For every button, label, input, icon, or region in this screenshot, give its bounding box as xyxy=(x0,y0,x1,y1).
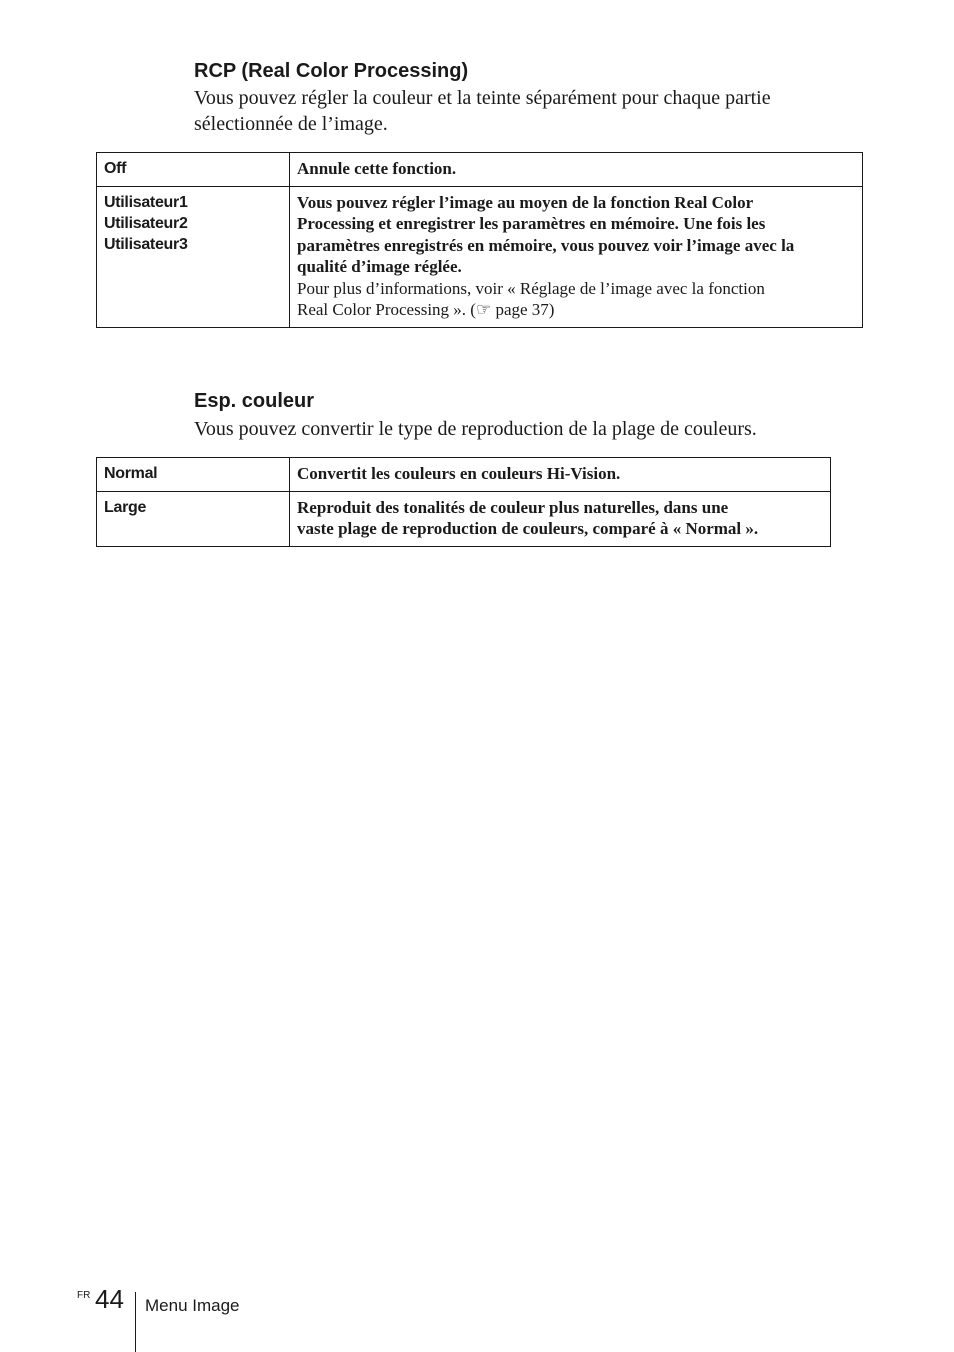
rcp-description-line: Processing et enregistrer les paramètres en mémoire. Une fois les xyxy=(297,214,766,233)
esp-couleur-table xyxy=(96,457,831,547)
rcp-intro-line-1: Vous pouvez régler la couleur et la teinte séparément pour chaque partie xyxy=(194,87,771,109)
rcp-reference-note-line: Real Color Processing ». (☞ page 37) xyxy=(297,300,555,319)
rcp-description-line: Vous pouvez régler l’image au moyen de la fonction Real Color xyxy=(297,192,754,212)
rcp-description-line: Annule cette fonction. xyxy=(297,159,457,178)
rcp-setting-description xyxy=(290,186,863,327)
esp-couleur-row xyxy=(97,491,831,546)
rcp-description-line: paramètres enregistrés en mémoire, vous pouvez voir l’image avec la xyxy=(297,235,795,255)
esp-couleur-setting-name xyxy=(97,458,290,492)
rcp-setting-option: Utilisateur1 xyxy=(104,193,188,211)
rcp-setting-option: Utilisateur3 xyxy=(104,235,188,253)
footer-language-code: FR xyxy=(77,1290,91,1301)
rcp-setting-option: Utilisateur2 xyxy=(104,214,188,232)
rcp-setting-description xyxy=(290,153,863,187)
rcp-setting-name xyxy=(97,186,290,327)
rcp-heading: RCP (Real Color Processing) xyxy=(194,60,469,82)
esp-couleur-setting-description xyxy=(290,491,831,546)
esp-couleur-setting-name xyxy=(97,491,290,546)
rcp-setting-option: Off xyxy=(104,160,127,177)
footer-divider xyxy=(135,1292,136,1352)
esp-couleur-intro: Vous pouvez convertir le type de reproduction de la plage de couleurs. xyxy=(194,418,757,440)
esp-couleur-setting-description xyxy=(290,458,831,492)
rcp-setting-name xyxy=(97,153,290,187)
esp-couleur-setting-option: Large xyxy=(104,498,147,516)
esp-couleur-description-line: Reproduit des tonalités de couleur plus naturelles, dans une xyxy=(297,497,729,517)
rcp-reference-note-line: Pour plus d’informations, voir « Réglage de l’image avec la fonction xyxy=(297,278,765,298)
footer-section-title: Menu Image xyxy=(145,1296,240,1315)
footer-page-number: 44 xyxy=(95,1284,124,1314)
esp-couleur-description-line: Convertit les couleurs en couleurs Hi-Vision. xyxy=(297,464,621,483)
esp-couleur-row xyxy=(97,458,831,492)
esp-couleur-setting-option: Normal xyxy=(104,465,158,482)
esp-couleur-description-line: vaste plage de reproduction de couleurs, comparé à « Normal ». xyxy=(297,519,759,538)
rcp-intro-line-2: sélectionnée de l’image. xyxy=(194,113,388,135)
rcp-row xyxy=(97,153,863,187)
esp-couleur-heading: Esp. couleur xyxy=(194,390,315,412)
rcp-row xyxy=(97,186,863,327)
rcp-description-line: qualité d’image réglée. xyxy=(297,257,462,276)
rcp-settings-table xyxy=(96,152,863,328)
